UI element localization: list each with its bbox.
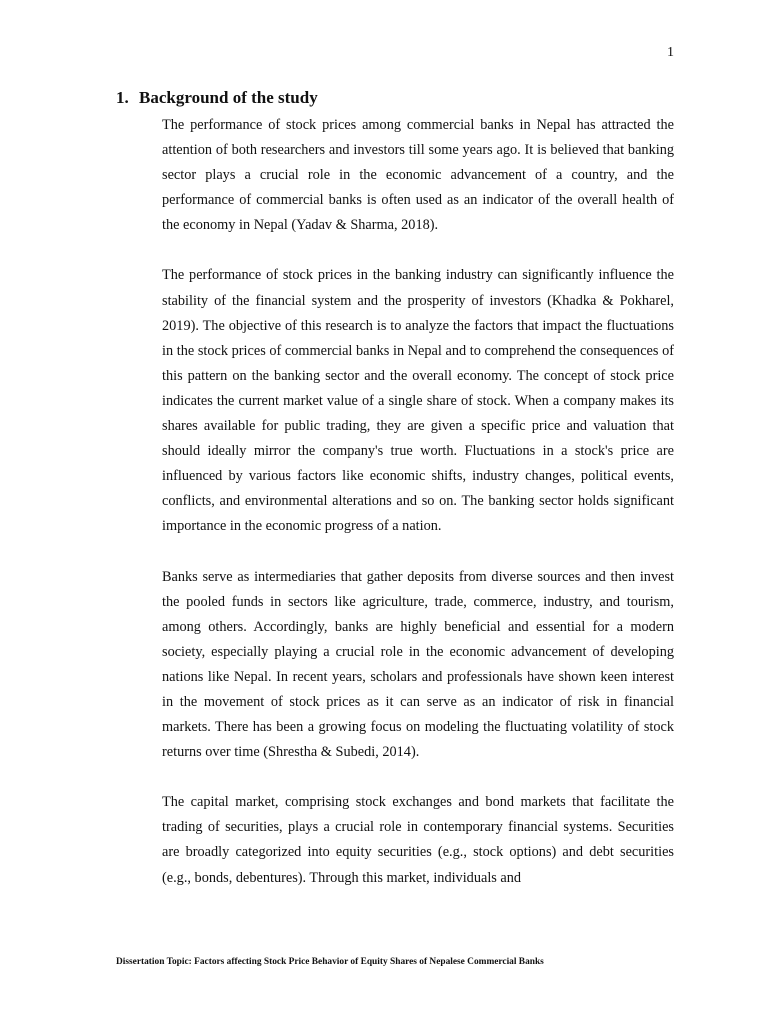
page-footer: Dissertation Topic: Factors affecting Stock Price Behavior of Equity Shares of Nepalese Commercial Banks bbox=[116, 957, 544, 967]
paragraph-4: The capital market, comprising stock exchanges and bond markets that facilitate the trading of securities, plays a crucial role in contemporary financial systems. Securities are broadly categorized into equity securities (e.g., stock options) and debt securities (e.g., bonds, debentures). Through this market, individuals and bbox=[162, 794, 674, 886]
paragraph-2: The performance of stock prices in the banking industry can significantly influence the stability of the financial system and the prosperity of investors (Khadka & Pokharel, 2019). The objective of this research is to analyze the factors that impact the fluctuations in the stock prices of commercial banks in Nepal and to comprehend the consequences of this pattern on the banking sector and the overall economy. The concept of stock price indicates the current market value of a single share of stock. When a company makes its shares available for public trading, they are given a specific price and valuation that should ideally mirror the company's true worth. Fluctuations in a stock's price are influenced by various factors like economic shifts, industry changes, political events, conflicts, and environmental alterations and so on. The banking sector holds significant importance in the economic progress of a nation. bbox=[162, 267, 674, 535]
section-title: Background of the study bbox=[139, 88, 318, 107]
paragraph-1: The performance of stock prices among commercial banks in Nepal has attracted the attention of both researchers and investors till some years ago. It is believed that banking sector plays a crucial role in the economic advancement of a country, and the performance of commercial banks is often used as an indicator of the overall health of the economy in Nepal (Yadav & Sharma, 2018). bbox=[162, 117, 674, 234]
paragraph-3: Banks serve as intermediaries that gather deposits from diverse sources and then invest the pooled funds in sectors like agriculture, trade, commerce, industry, and tourism, among others. Accordingly, banks are highly beneficial and essential for a modern society, especially playing a crucial role in the economic advancement of developing nations like Nepal. In recent years, scholars and professionals have shown keen interest in the movement of stock prices as it can serve as an indicator of risk in financial markets. There has been a growing focus on modeling the fluctuating volatility of stock returns over time (Shrestha & Subedi, 2014). bbox=[162, 568, 674, 761]
body-text bbox=[162, 113, 674, 916]
page-number: 1 bbox=[667, 45, 674, 60]
section-heading bbox=[116, 87, 318, 109]
section-number: 1. bbox=[116, 88, 129, 107]
